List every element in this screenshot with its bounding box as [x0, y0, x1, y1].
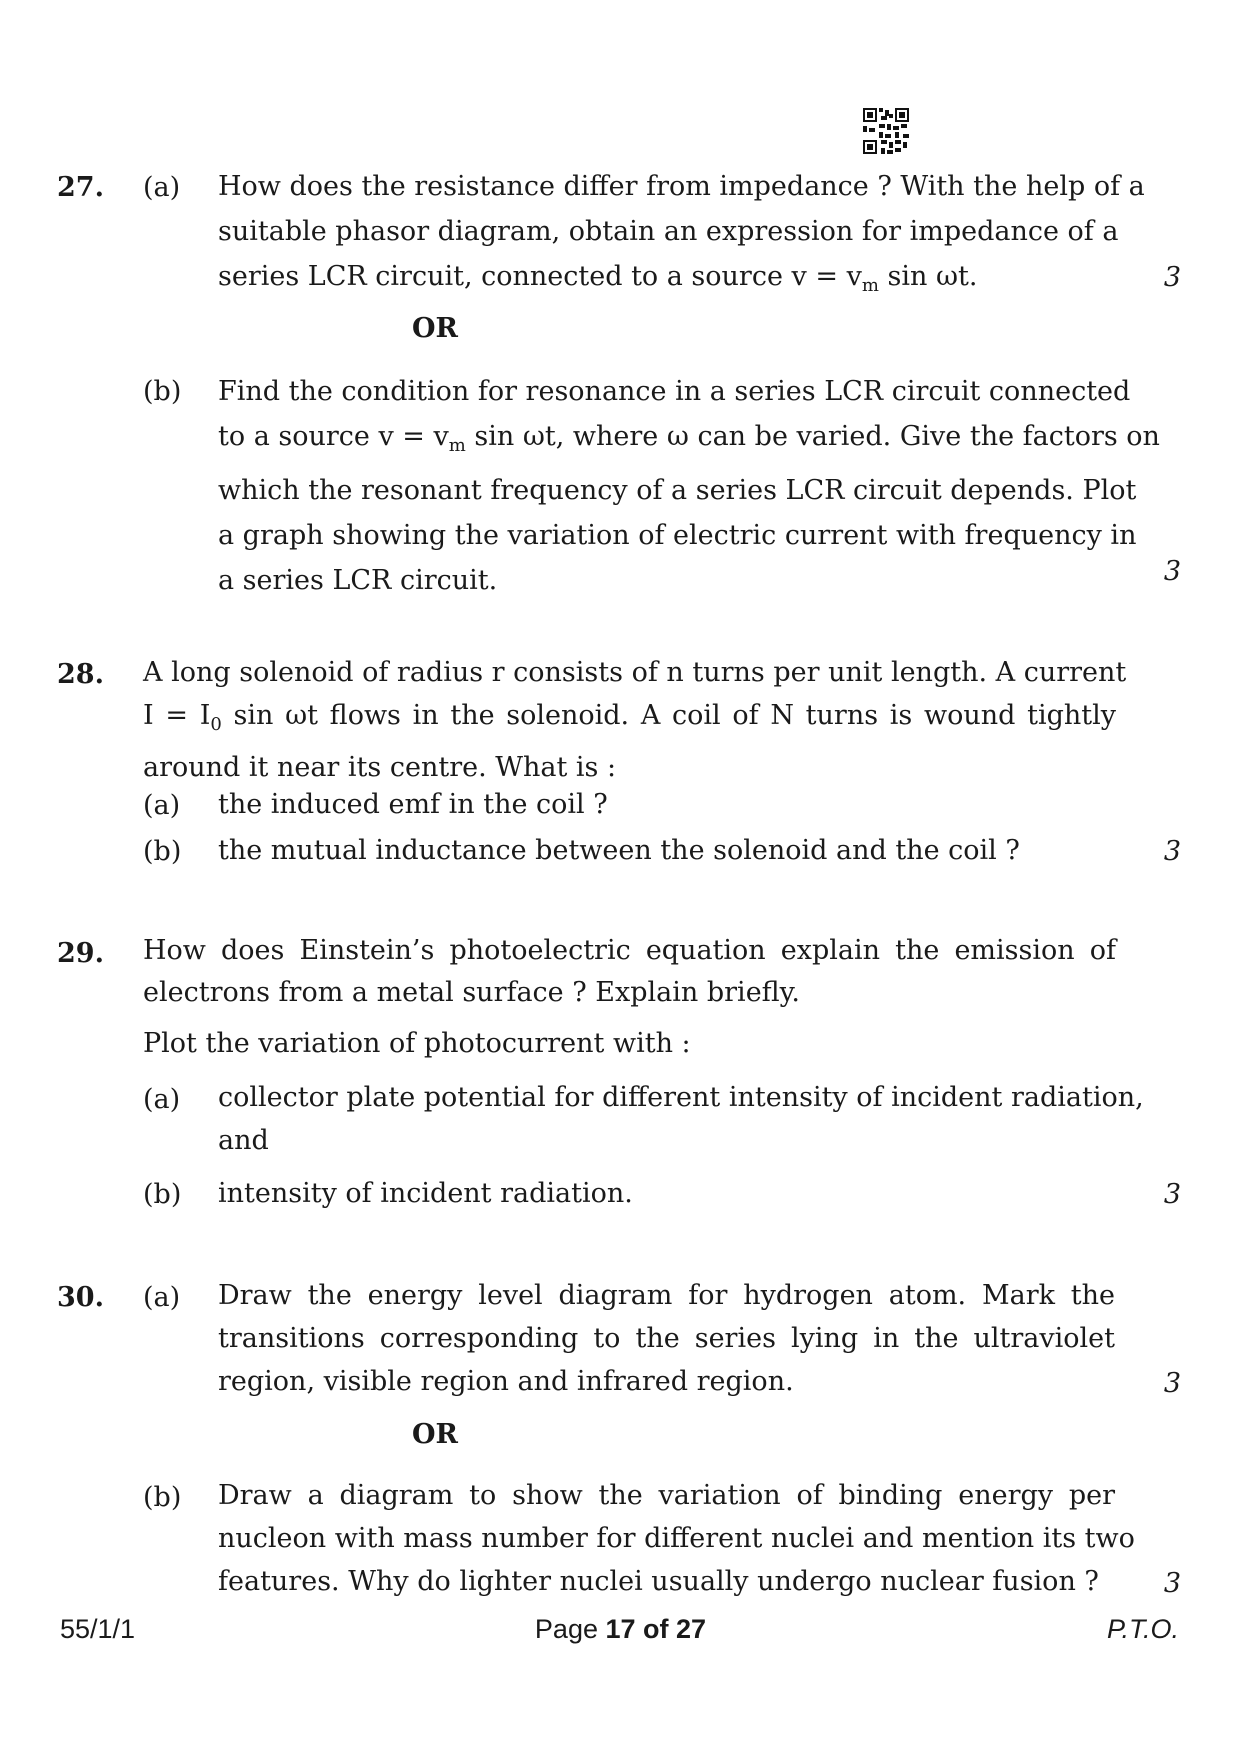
q30-part-b-label: (b) [143, 1482, 182, 1513]
q29-text: How does Einstein’s photoelectric equation explain the emission of electrons from a metal surface ? Explain briefly. [143, 935, 1116, 1008]
q29-part-a-label: (a) [143, 1084, 181, 1115]
q30-part-a-marks: 3 [1163, 1368, 1181, 1399]
page-indicator: Page 17 of 27 [534, 1614, 707, 1644]
q30-part-a-text: Draw the energy level diagram for hydrogen atom. Mark the transitions corresponding to the series lying in the ultraviolet region, visible region and infrared region. [218, 1280, 1115, 1397]
q29-part-b-label: (b) [143, 1179, 182, 1210]
q27-part-a-text: How does the resistance differ from impedance ? With the help of a suitable phasor diagram, obtain an expression for impedance of a series LCR circuit, connected to a source $v = v_m$ sin ωt. [218, 171, 1145, 296]
q28-part-b-label: (b) [143, 836, 182, 867]
q28-part-b-text: the mutual inductance between the solenoid and the coil ? [218, 835, 1020, 866]
q28-part-a-label: (a) [143, 790, 181, 821]
q27-part-a-label: (a) [143, 172, 181, 203]
q27-or-separator: OR [412, 313, 458, 344]
q27-part-b-label: (b) [143, 376, 182, 407]
q30-or-separator: OR [412, 1419, 458, 1450]
q29-part-b-text: intensity of incident radiation. [218, 1178, 633, 1209]
q27-part-b-marks: 3 [1163, 556, 1181, 587]
q30-part-b-text: Draw a diagram to show the variation of binding energy per nucleon with mass number for different nuclei and mention its two features. Why do lighter nuclei usually undergo nuclear fusion ? [218, 1480, 1135, 1597]
q29-marks: 3 [1163, 1179, 1181, 1210]
q27-part-b-text: Find the condition for resonance in a series LCR circuit connected to a source $v = v_m$ sin ωt, where ω can be varied. Give the factors on which the resonant frequency of a series LCR circuit depends. Plot a graph showing the variation of electric current with frequency in a series LCR circuit. [218, 376, 1160, 596]
question-number-30: 30. [57, 1282, 104, 1313]
question-number-27: 27. [57, 172, 104, 203]
paper-code: 55/1/1 [60, 1614, 136, 1644]
q28-text: A long solenoid of radius r consists of n turns per unit length. A current $I = I_0$ sin ωt flows in the solenoid. A coil of N turns is wound tightly around it near its centre. What is : [143, 657, 1127, 783]
pto-label: P.T.O. [1106, 1614, 1179, 1644]
question-number-29: 29. [57, 938, 104, 969]
q28-marks: 3 [1163, 836, 1181, 867]
q30-part-a-label: (a) [143, 1282, 181, 1313]
q29-part-a-text: collector plate potential for different intensity of incident radiation, and [218, 1082, 1144, 1156]
q27-part-a-marks: 3 [1163, 262, 1181, 293]
q29-plot-instruction: Plot the variation of photocurrent with : [143, 1028, 691, 1059]
q28-part-a-text: the induced emf in the coil ? [218, 789, 608, 820]
qr-code [863, 108, 909, 154]
question-number-28: 28. [57, 659, 104, 690]
q30-part-b-marks: 3 [1163, 1568, 1181, 1599]
